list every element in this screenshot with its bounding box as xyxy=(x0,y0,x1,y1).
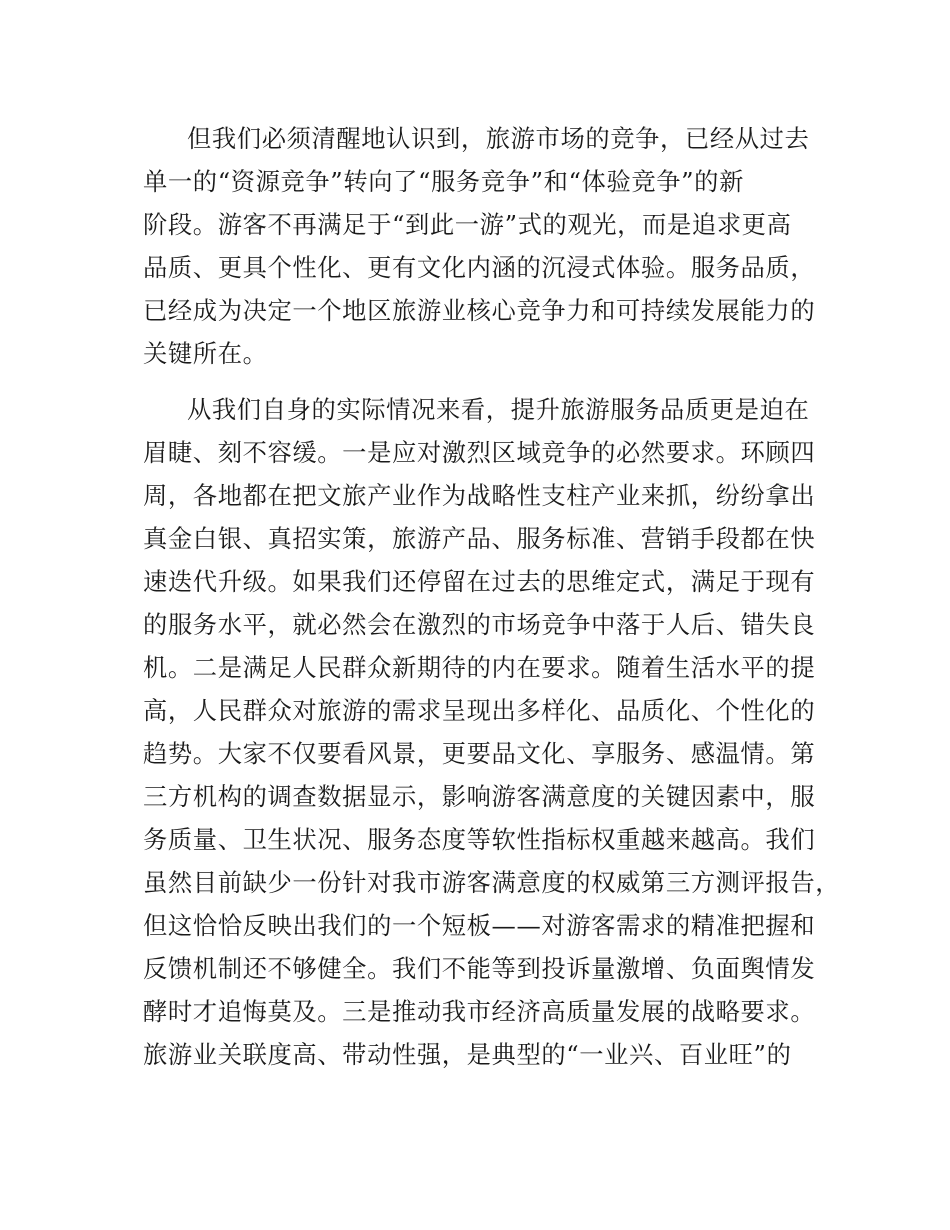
paragraph-line: 已经成为决定一个地区旅游业核心竞争力和可持续发展能力的 xyxy=(143,296,816,325)
paragraph-line: 阶段。游客不再满足于“到此一游”式的观光，而是追求更高 xyxy=(143,210,792,239)
paragraph-line: 酵时才追悔莫及。三是推动我市经济高质量发展的战略要求。 xyxy=(143,997,816,1026)
paragraph-line: 关键所在。 xyxy=(143,339,268,368)
paragraph-line: 眉睫、刻不容缓。一是应对激烈区域竞争的必然要求。环顾四 xyxy=(143,438,816,467)
paragraph-line: 虽然目前缺少一份针对我市游客满意度的权威第三方测评报告， xyxy=(143,868,841,897)
paragraph-line: 反馈机制还不够健全。我们不能等到投诉量激增、负面舆情发 xyxy=(143,954,816,983)
paragraph-line: 高，人民群众对旅游的需求呈现出多样化、品质化、个性化的 xyxy=(143,696,816,725)
paragraph-line: 从我们自身的实际情况来看，提升旅游服务品质更是迫在 xyxy=(187,395,810,424)
paragraph-line: 的服务水平，就必然会在激烈的市场竞争中落于人后、错失良 xyxy=(143,610,816,639)
paragraph-line: 但我们必须清醒地认识到，旅游市场的竞争，已经从过去 xyxy=(187,124,810,153)
paragraph-spacing xyxy=(143,375,813,388)
paragraph-line: 真金白银、真招实策，旅游产品、服务标准、营销手段都在快 xyxy=(143,524,816,553)
paragraph-line: 周，各地都在把文旅产业作为战略性支柱产业来抓，纷纷拿出 xyxy=(143,481,816,510)
paragraph-line: 务质量、卫生状况、服务态度等软性指标权重越来越高。我们 xyxy=(143,825,816,854)
paragraph-line: 三方机构的调查数据显示，影响游客满意度的关键因素中，服 xyxy=(143,782,816,811)
paragraph-2 xyxy=(143,388,841,1076)
paragraph-line: 单一的“资源竞争”转向了“服务竞争”和“体验竞争”的新 xyxy=(143,167,744,196)
paragraph-line: 速迭代升级。如果我们还停留在过去的思维定式，满足于现有 xyxy=(143,567,816,596)
paragraph-line: 旅游业关联度高、带动性强，是典型的“一业兴、百业旺”的 xyxy=(143,1040,792,1069)
paragraph-line: 品质、更具个性化、更有文化内涵的沉浸式体验。服务品质， xyxy=(143,253,816,282)
paragraph-1 xyxy=(143,117,816,375)
body-text xyxy=(143,117,841,1076)
paragraph-line: 趋势。大家不仅要看风景，更要品文化、享服务、感温情。第 xyxy=(143,739,816,768)
paragraph-line: 但这恰恰反映出我们的一个短板——对游客需求的精准把握和 xyxy=(143,911,816,940)
paragraph-line: 机。二是满足人民群众新期待的内在要求。随着生活水平的提 xyxy=(143,653,816,682)
